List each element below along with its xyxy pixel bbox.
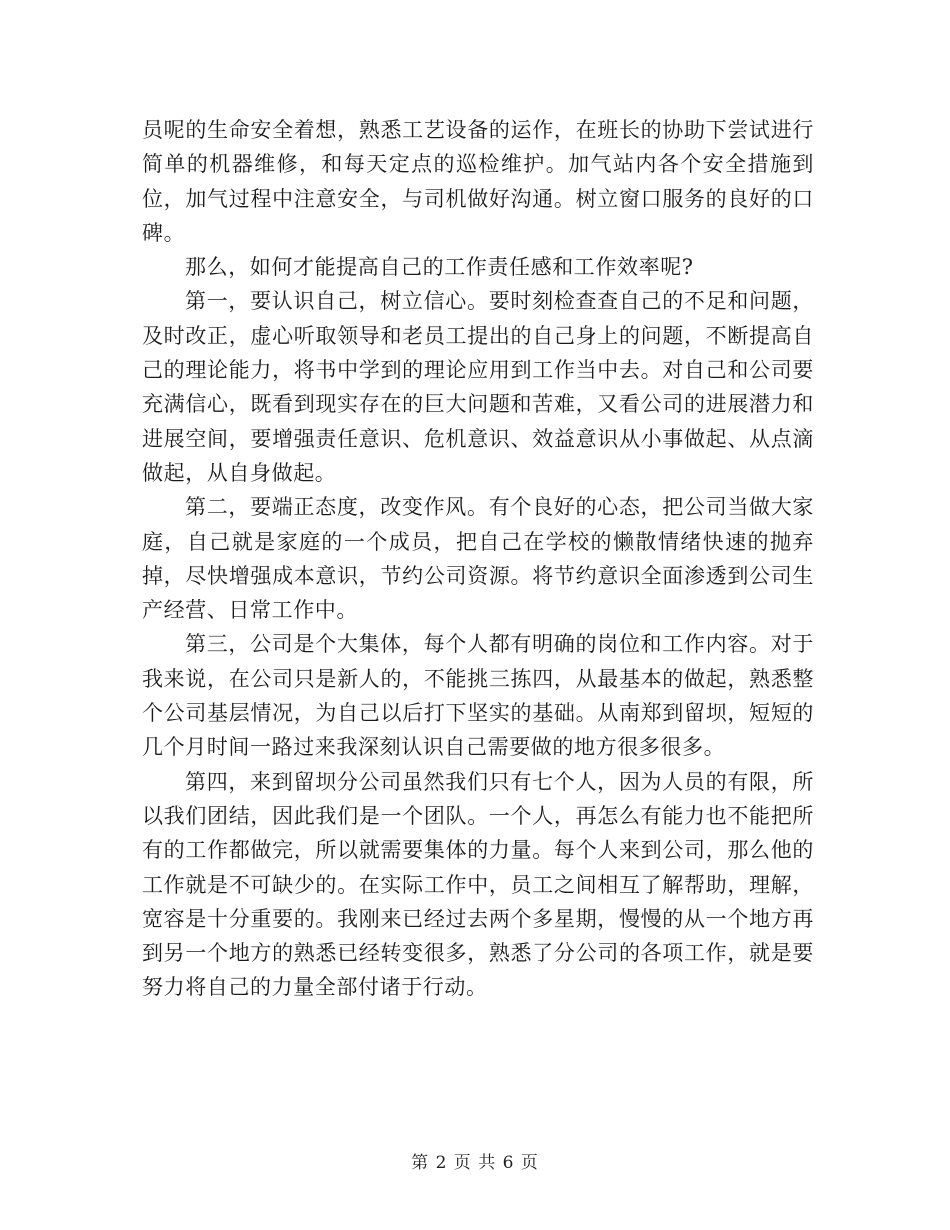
footer-total-pages: 6 <box>502 1153 515 1173</box>
paragraph-question: 那么，如何才能提高自己的工作责任感和工作效率呢? <box>185 255 694 280</box>
paragraph-point-2: 第二，要端正态度，改变作风。有个良好的心态，把公司当做大家庭，自己就是家庭的一个成员，把自己在学校的懒散情绪快速的抛弃掉，尽快增强成本意识，节约公司资源。将节约意识全面渗透到公司生产经营、日常工作中。 <box>142 495 814 623</box>
paragraph-point-3: 第三，公司是个大集体，每个人都有明确的岗位和工作内容。对于我来说，在公司只是新人的，不能挑三拣四，从最基本的做起，熟悉整个公司基层情况，为自己以后打下坚实的基础。从南郑到留坝，短短的几个月时间一路过来我深刻认识自己需要做的地方很多很多。 <box>142 632 814 760</box>
paragraph-point-4: 第四，来到留坝分公司虽然我们只有七个人，因为人员的有限，所以我们团结，因此我们是一个团队。一个人，再怎么有能力也不能把所有的工作都做完，所以就需要集体的力量。每个人来到公司，那么他的工作就是不可缺少的。在实际工作中，员工之间相互了解帮助，理解，宽容是十分重要的。我刚来已经过去两个多星期，慢慢的从一个地方再到另一个地方的熟悉已经转变很多，熟悉了分公司的各项工作，就是要努力将自己的力量全部付诸于行动。 <box>142 769 814 1000</box>
footer-suffix: 页 <box>520 1153 539 1173</box>
footer-page-number: 2 <box>435 1153 448 1173</box>
body-text <box>142 113 814 1005</box>
paragraph-point-1: 第一，要认识自己，树立信心。要时刻检查查自己的不足和问题，及时改正，虚心听取领导和老员工提出的自己身上的问题，不断提高自己的理论能力，将书中学到的理论应用到工作当中去。对自己和公司要充满信心，既看到现实存在的巨大问题和苦难，又看公司的进展潜力和进展空间，要增强责任意识、危机意识、效益意识从小事做起、从点滴做起，从自身做起。 <box>142 289 814 485</box>
footer-middle: 页 共 <box>453 1153 497 1173</box>
page-footer <box>0 1148 950 1173</box>
paragraph-continuation: 员呢的生命安全着想，熟悉工艺设备的运作，在班长的协助下尝试进行简单的机器维修，和每天定点的巡检维护。加气站内各个安全措施到位，加气过程中注意安全，与司机做好沟通。树立窗口服务的良好的口碑。 <box>142 118 814 245</box>
footer-prefix: 第 <box>411 1153 430 1173</box>
